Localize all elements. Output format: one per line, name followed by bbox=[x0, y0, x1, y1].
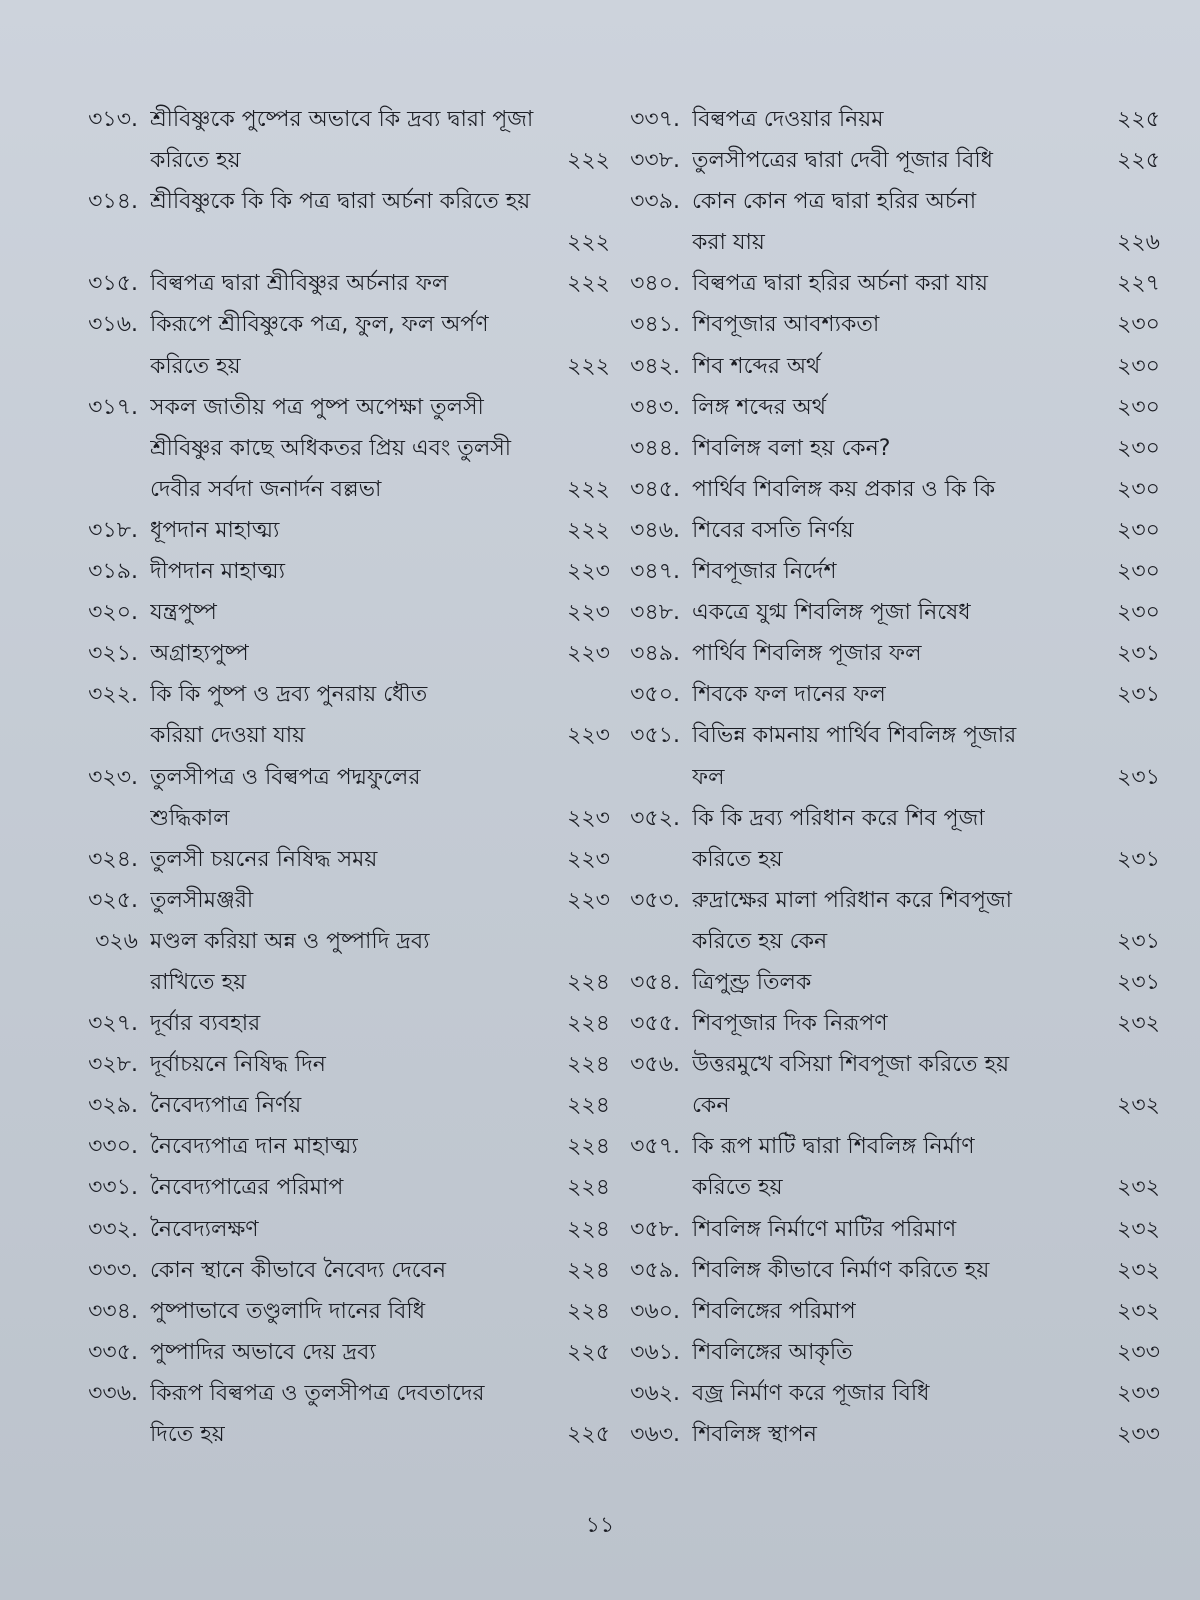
entry-page-number: ২২৪ bbox=[567, 1052, 610, 1078]
entry-title: দিতে হয় bbox=[150, 1422, 225, 1447]
entry-number: ৩২৭. bbox=[88, 1011, 138, 1037]
toc-entry bbox=[70, 184, 610, 266]
toc-entry bbox=[70, 1376, 610, 1458]
toc-entry-line bbox=[612, 1376, 1160, 1417]
toc-entry-line bbox=[70, 595, 610, 636]
entry-page-number: ২২২ bbox=[567, 353, 610, 379]
toc-entry bbox=[70, 307, 610, 389]
toc-entry bbox=[612, 184, 1160, 266]
entry-page-number: ২২৩ bbox=[567, 641, 610, 667]
toc-entry bbox=[612, 1253, 1160, 1294]
entry-number: ৩৫১. bbox=[630, 723, 680, 749]
toc-entry bbox=[70, 636, 610, 677]
entry-number: ৩৫৪. bbox=[630, 969, 680, 995]
entry-page-number: ২৩২ bbox=[1117, 1216, 1160, 1242]
toc-entry-line bbox=[612, 1170, 1160, 1211]
entry-number: ৩৪৭. bbox=[630, 559, 680, 585]
toc-entry bbox=[70, 390, 610, 513]
entry-title: পুষ্পাদির অভাবে দেয় দ্রব্য bbox=[150, 1339, 376, 1365]
entry-title: বিল্বপত্র দ্বারা শ্রীবিষ্ণুর অর্চনার ফল bbox=[150, 271, 449, 297]
entry-page-number: ২২২ bbox=[567, 517, 610, 543]
entry-title: শিবলিঙ্গ নির্মাণে মাটির পরিমাণ bbox=[692, 1216, 957, 1242]
entry-number: ৩৫০. bbox=[630, 682, 680, 708]
entry-title: শিবের বসতি নির্ণয় bbox=[692, 517, 854, 543]
entry-number: ৩১৮. bbox=[88, 517, 138, 543]
entry-title: কোন স্থানে কীভাবে নৈবেদ্য দেবেন bbox=[150, 1257, 447, 1283]
entry-title: কিরূপে শ্রীবিষ্ণুকে পত্র, ফুল, ফল অর্পণ bbox=[150, 312, 489, 338]
entry-page-number: ২২৪ bbox=[567, 969, 610, 995]
toc-entry-line bbox=[612, 1253, 1160, 1294]
toc-entry-line bbox=[612, 472, 1160, 513]
toc-entry-line bbox=[70, 718, 610, 759]
entry-title: শিবলিঙ্গ স্থাপন bbox=[692, 1422, 817, 1447]
entry-number: ৩৫৯. bbox=[630, 1257, 680, 1283]
entry-title: শ্রীবিষ্ণুকে পুষ্পের অভাবে কি দ্রব্য দ্বারা পূজা bbox=[150, 107, 534, 132]
entry-title: পুষ্পাভাবে তণ্ডুলাদি দানের বিধি bbox=[150, 1298, 426, 1324]
entry-title: নৈবেদ্যপাত্র দান মাহাত্ম্য bbox=[150, 1134, 358, 1160]
entry-title: দূর্বার ব্যবহার bbox=[150, 1011, 261, 1037]
entry-number: ৩৪৮. bbox=[630, 600, 680, 626]
toc-entry bbox=[70, 1294, 610, 1335]
entry-number: ৩১৩. bbox=[88, 107, 138, 132]
toc-entry-line bbox=[612, 1417, 1160, 1458]
toc-entry bbox=[612, 390, 1160, 431]
entry-title: বজ্র নির্মাণ করে পূজার বিধি bbox=[692, 1380, 930, 1406]
entry-title: কি কি দ্রব্য পরিধান করে শিব পূজা bbox=[692, 805, 985, 831]
entry-page-number: ২২৫ bbox=[567, 1422, 610, 1447]
toc-entry-line bbox=[70, 266, 610, 307]
toc-entry-line bbox=[70, 1335, 610, 1376]
toc-entry-line bbox=[612, 1294, 1160, 1335]
toc-entry bbox=[612, 349, 1160, 390]
toc-entry bbox=[70, 1335, 610, 1376]
toc-entry-line bbox=[612, 965, 1160, 1006]
toc-entry-line bbox=[612, 1335, 1160, 1376]
entry-page-number: ২২৩ bbox=[567, 846, 610, 872]
entry-page-number: ২২৪ bbox=[567, 1175, 610, 1201]
entry-number: ৩২২. bbox=[88, 682, 138, 708]
entry-page-number: ২২৪ bbox=[567, 1298, 610, 1324]
toc-entry-line bbox=[70, 184, 610, 225]
entry-title: দীপদান মাহাত্ম্য bbox=[150, 559, 285, 585]
toc-entry-line bbox=[612, 636, 1160, 677]
entry-page-number: ২২৩ bbox=[567, 887, 610, 913]
entry-title: কোন কোন পত্র দ্বারা হরির অর্চনা bbox=[692, 189, 977, 215]
entry-title: ধূপদান মাহাত্ম্য bbox=[150, 517, 280, 543]
toc-entry-line bbox=[612, 801, 1160, 842]
toc-entry-line bbox=[70, 225, 610, 266]
toc-entry-line bbox=[612, 143, 1160, 184]
toc-entry bbox=[612, 143, 1160, 184]
toc-entry-line bbox=[612, 102, 1160, 143]
toc-entry bbox=[612, 883, 1160, 965]
toc-entry-line bbox=[70, 677, 610, 718]
toc-entry-line bbox=[70, 1417, 610, 1458]
entry-page-number: ২২৫ bbox=[567, 1339, 610, 1365]
entry-title: কেন bbox=[692, 1093, 730, 1119]
toc-entry bbox=[70, 554, 610, 595]
entry-title: শিবলিঙ্গ বলা হয় কেন? bbox=[692, 435, 891, 461]
entry-page-number: ২২৫ bbox=[1117, 107, 1160, 132]
toc-entry-line bbox=[70, 1129, 610, 1170]
toc-entry-line bbox=[70, 1047, 610, 1088]
entry-title: কি রূপ মাটি দ্বারা শিবলিঙ্গ নির্মাণ bbox=[692, 1134, 975, 1160]
toc-entry-line bbox=[612, 1212, 1160, 1253]
toc-entry-line bbox=[70, 924, 610, 965]
entry-page-number: ২২৪ bbox=[567, 1093, 610, 1119]
entry-page-number: ২২৫ bbox=[1117, 148, 1160, 174]
entry-number: ৩১৯. bbox=[88, 559, 138, 585]
entry-page-number: ২২৩ bbox=[567, 559, 610, 585]
toc-entry bbox=[70, 1047, 610, 1088]
toc-entry-line bbox=[70, 349, 610, 390]
entry-title: যন্ত্রপুষ্প bbox=[150, 600, 217, 626]
entry-title: ত্রিপুণ্ড্র তিলক bbox=[692, 969, 812, 995]
entry-title: কি কি পুষ্প ও দ্রব্য পুনরায় ধৌত bbox=[150, 682, 428, 708]
entry-number: ৩২১. bbox=[88, 641, 138, 667]
entry-page-number: ২২৪ bbox=[567, 1134, 610, 1160]
entry-title: তুলসী চয়নের নিষিদ্ধ সময় bbox=[150, 846, 378, 872]
entry-number: ৩৩৭. bbox=[630, 107, 680, 132]
toc-entry bbox=[612, 472, 1160, 513]
entry-page-number: ২২৭ bbox=[1117, 271, 1160, 297]
toc-entry bbox=[70, 677, 610, 759]
toc-entry-line bbox=[70, 760, 610, 801]
entry-number: ৩৫৮. bbox=[630, 1216, 680, 1242]
entry-page-number: ২৩২ bbox=[1117, 1298, 1160, 1324]
toc-entry bbox=[612, 718, 1160, 800]
entry-page-number: ২২৪ bbox=[567, 1216, 610, 1242]
toc-entry bbox=[612, 1417, 1160, 1458]
entry-title: পার্থিব শিবলিঙ্গ পূজার ফল bbox=[692, 641, 922, 667]
toc-entry-line bbox=[612, 349, 1160, 390]
toc-entry bbox=[70, 924, 610, 1006]
toc-entry bbox=[612, 431, 1160, 472]
entry-number: ৩৩৩. bbox=[88, 1257, 138, 1283]
toc-entry bbox=[70, 1088, 610, 1129]
toc-entry-line bbox=[70, 1088, 610, 1129]
entry-number: ৩২৬ bbox=[95, 928, 138, 954]
entry-page-number: ২২২ bbox=[567, 230, 610, 256]
entry-page-number: ২৩১ bbox=[1117, 928, 1160, 954]
entry-title: সকল জাতীয় পত্র পুষ্প অপেক্ষা তুলসী bbox=[150, 394, 484, 420]
toc-entry bbox=[70, 1253, 610, 1294]
toc-entry bbox=[612, 1047, 1160, 1129]
entry-page-number: ২২৩ bbox=[567, 805, 610, 831]
entry-title: করিতে হয় bbox=[692, 846, 783, 872]
entry-number: ৩২০. bbox=[88, 600, 138, 626]
entry-title: অগ্রাহ্যপুষ্প bbox=[150, 641, 249, 667]
entry-title: পার্থিব শিবলিঙ্গ কয় প্রকার ও কি কি bbox=[692, 476, 996, 502]
entry-page-number: ২৩৩ bbox=[1117, 1422, 1160, 1447]
entry-title: বিল্বপত্র দেওয়ার নিয়ম bbox=[692, 107, 884, 132]
entry-page-number: ২৩০ bbox=[1117, 435, 1160, 461]
entry-title: করা যায় bbox=[692, 230, 765, 256]
toc-entry-line bbox=[70, 1294, 610, 1335]
toc-entry bbox=[612, 1006, 1160, 1047]
toc-entry-line bbox=[612, 307, 1160, 348]
entry-title: শিবপূজার দিক নিরূপণ bbox=[692, 1011, 888, 1037]
entry-page-number: ২৩৩ bbox=[1117, 1380, 1160, 1406]
entry-page-number: ২৩০ bbox=[1117, 600, 1160, 626]
toc-entry bbox=[70, 1006, 610, 1047]
entry-number: ৩৫২. bbox=[630, 805, 680, 831]
entry-number: ৩৫৫. bbox=[630, 1011, 680, 1037]
entry-page-number: ২৩১ bbox=[1117, 641, 1160, 667]
entry-number: ৩৪১. bbox=[630, 312, 680, 338]
entry-number: ৩৩২. bbox=[88, 1216, 138, 1242]
entry-number: ৩৪৪. bbox=[630, 435, 680, 461]
toc-entry-line bbox=[612, 1047, 1160, 1088]
entry-page-number: ২২৩ bbox=[567, 600, 610, 626]
toc-entry-line bbox=[612, 554, 1160, 595]
toc-entry bbox=[612, 677, 1160, 718]
entry-page-number: ২২২ bbox=[567, 271, 610, 297]
entry-page-number: ২৩০ bbox=[1117, 559, 1160, 585]
toc-entry bbox=[70, 842, 610, 883]
entry-number: ৩৫৭. bbox=[630, 1134, 680, 1160]
entry-title: বিল্বপত্র দ্বারা হরির অর্চনা করা যায় bbox=[692, 271, 989, 297]
toc-entry-line bbox=[70, 883, 610, 924]
entry-page-number: ২৩০ bbox=[1117, 476, 1160, 502]
entry-page-number: ২৩০ bbox=[1117, 353, 1160, 379]
entry-number: ৩২৫. bbox=[88, 887, 138, 913]
entry-number: ৩৩১. bbox=[88, 1175, 138, 1201]
entry-title: উত্তরমুখে বসিয়া শিবপূজা করিতে হয় bbox=[692, 1052, 1010, 1078]
entry-number: ৩৩৫. bbox=[88, 1339, 138, 1365]
entry-number: ৩৬৩. bbox=[630, 1422, 680, 1447]
entry-page-number: ২২৪ bbox=[567, 1257, 610, 1283]
entry-title: শ্রীবিষ্ণুকে কি কি পত্র দ্বারা অর্চনা করিতে হয় bbox=[150, 189, 531, 215]
entry-number: ৩৪৩. bbox=[630, 394, 680, 420]
toc-entry-line bbox=[612, 924, 1160, 965]
toc-entry-line bbox=[70, 1212, 610, 1253]
entry-number: ৩৩৮. bbox=[630, 148, 680, 174]
toc-entry-line bbox=[612, 883, 1160, 924]
entry-title: নৈবেদ্যলক্ষণ bbox=[150, 1216, 259, 1242]
toc-entry bbox=[70, 102, 610, 184]
entry-page-number: ২৩০ bbox=[1117, 312, 1160, 338]
entry-title: করিতে হয় bbox=[692, 1175, 783, 1201]
toc-entry bbox=[70, 266, 610, 307]
toc-entry-line bbox=[70, 472, 610, 513]
entry-title: নৈবেদ্যপাত্রের পরিমাপ bbox=[150, 1175, 344, 1201]
toc-entry-line bbox=[70, 390, 610, 431]
entry-title: করিতে হয় bbox=[150, 148, 241, 174]
toc-entry bbox=[612, 554, 1160, 595]
entry-title: ফল bbox=[692, 764, 725, 790]
toc-entry bbox=[612, 513, 1160, 554]
entry-number: ৩১৪. bbox=[88, 189, 138, 215]
toc-column-right bbox=[612, 102, 1160, 1458]
entry-title: রুদ্রাক্ষের মালা পরিধান করে শিবপূজা bbox=[692, 887, 1013, 913]
entry-number: ৩৩৪. bbox=[88, 1298, 138, 1324]
entry-number: ৩২৮. bbox=[88, 1052, 138, 1078]
entry-title: তুলসীপত্রের দ্বারা দেবী পূজার বিধি bbox=[692, 148, 993, 174]
entry-number: ৩৫৬. bbox=[630, 1052, 680, 1078]
toc-entry-line bbox=[612, 677, 1160, 718]
entry-title: শিবলিঙ্গের পরিমাপ bbox=[692, 1298, 856, 1324]
toc-entry bbox=[612, 1212, 1160, 1253]
toc-entry-line bbox=[70, 554, 610, 595]
entry-title: তুলসীমঞ্জরী bbox=[150, 887, 254, 913]
entry-title: দূর্বাচয়নে নিষিদ্ধ দিন bbox=[150, 1052, 326, 1078]
entry-title: শিব শব্দের অর্থ bbox=[692, 353, 821, 379]
entry-title: করিয়া দেওয়া যায় bbox=[150, 723, 306, 749]
entry-page-number: ২৩০ bbox=[1117, 517, 1160, 543]
entry-title: শিবপূজার আবশ্যকতা bbox=[692, 312, 880, 338]
toc-entry bbox=[612, 801, 1160, 883]
toc-entry-line bbox=[612, 595, 1160, 636]
toc-entry bbox=[70, 1170, 610, 1211]
toc-entry-line bbox=[612, 1088, 1160, 1129]
toc-entry bbox=[612, 1294, 1160, 1335]
entry-number: ৩১৬. bbox=[88, 312, 138, 338]
toc-entry-line bbox=[70, 143, 610, 184]
entry-title: শিবলিঙ্গ কীভাবে নির্মাণ করিতে হয় bbox=[692, 1257, 990, 1283]
toc-entry bbox=[612, 307, 1160, 348]
toc-entry bbox=[70, 1212, 610, 1253]
entry-title: কিরূপ বিল্বপত্র ও তুলসীপত্র দেবতাদের bbox=[150, 1380, 485, 1406]
toc-entry-line bbox=[70, 842, 610, 883]
toc-entry bbox=[70, 760, 610, 842]
toc-entry-line bbox=[70, 1253, 610, 1294]
entry-number: ৩৬২. bbox=[630, 1380, 680, 1406]
entry-page-number: ২২২ bbox=[567, 148, 610, 174]
toc-entry bbox=[612, 1129, 1160, 1211]
toc-entry bbox=[70, 883, 610, 924]
entry-title: বিভিন্ন কামনায় পার্থিব শিবলিঙ্গ পূজার bbox=[692, 723, 1017, 749]
toc-entry-line bbox=[612, 760, 1160, 801]
toc-entry bbox=[612, 102, 1160, 143]
toc-entry bbox=[70, 1129, 610, 1170]
toc-entry bbox=[612, 636, 1160, 677]
entry-page-number: ২২৬ bbox=[1117, 230, 1160, 256]
toc-entry-line bbox=[612, 718, 1160, 759]
toc-entry-line bbox=[70, 1376, 610, 1417]
entry-title: লিঙ্গ শব্দের অর্থ bbox=[692, 394, 826, 420]
toc-entry-line bbox=[70, 102, 610, 143]
entry-number: ৩২৪. bbox=[88, 846, 138, 872]
toc-entry bbox=[612, 965, 1160, 1006]
entry-title: শ্রীবিষ্ণুর কাছে অধিকতর প্রিয় এবং তুলসী bbox=[150, 435, 512, 461]
page-number: ১১ bbox=[585, 1513, 615, 1538]
toc-entry-line bbox=[612, 184, 1160, 225]
toc-entry-line bbox=[612, 266, 1160, 307]
entry-number: ৩৪৯. bbox=[630, 641, 680, 667]
entry-number: ৩৪০. bbox=[630, 271, 680, 297]
toc-column-left bbox=[70, 102, 610, 1458]
toc-entry-line bbox=[70, 636, 610, 677]
entry-title: একত্রে যুগ্ম শিবলিঙ্গ পূজা নিষেধ bbox=[692, 600, 971, 626]
entry-page-number: ২৩২ bbox=[1117, 1093, 1160, 1119]
entry-number: ৩১৫. bbox=[88, 271, 138, 297]
entry-number: ৩৫৩. bbox=[630, 887, 680, 913]
toc-entry-line bbox=[70, 801, 610, 842]
toc-entry-line bbox=[612, 431, 1160, 472]
entry-number: ৩৩০. bbox=[88, 1134, 138, 1160]
entry-page-number: ২৩৩ bbox=[1117, 1339, 1160, 1365]
entry-number: ৩৩৬. bbox=[88, 1380, 138, 1406]
toc-entry-line bbox=[70, 431, 610, 472]
entry-number: ৩২৯. bbox=[88, 1093, 138, 1119]
entry-title: শিবপূজার নির্দেশ bbox=[692, 559, 837, 585]
entry-number: ৩৪৫. bbox=[630, 476, 680, 502]
entry-number: ৩৬০. bbox=[630, 1298, 680, 1324]
entry-number: ৩৩৯. bbox=[630, 189, 680, 215]
entry-page-number: ২৩২ bbox=[1117, 1011, 1160, 1037]
entry-page-number: ২২৪ bbox=[567, 1011, 610, 1037]
entry-title: নৈবেদ্যপাত্র নির্ণয় bbox=[150, 1093, 302, 1119]
entry-number: ৩৬১. bbox=[630, 1339, 680, 1365]
toc-entry-line bbox=[612, 225, 1160, 266]
entry-title: করিতে হয় কেন bbox=[692, 928, 828, 954]
entry-title: শিবলিঙ্গের আকৃতি bbox=[692, 1339, 853, 1365]
entry-title: শিবকে ফল দানের ফল bbox=[692, 682, 886, 708]
entry-page-number: ২২৩ bbox=[567, 723, 610, 749]
entry-page-number: ২৩২ bbox=[1117, 1175, 1160, 1201]
toc-entry-line bbox=[70, 1006, 610, 1047]
entry-title: রাখিতে হয় bbox=[150, 969, 247, 995]
toc-entry-line bbox=[70, 1170, 610, 1211]
entry-title: করিতে হয় bbox=[150, 353, 241, 379]
toc-entry-line bbox=[70, 513, 610, 554]
toc-entry bbox=[612, 1335, 1160, 1376]
entry-title: তুলসীপত্র ও বিল্বপত্র পদ্মফুলের bbox=[150, 764, 421, 790]
entry-title: দেবীর সর্বদা জনার্দন বল্লভা bbox=[150, 476, 382, 502]
toc-entry bbox=[612, 1376, 1160, 1417]
toc-entry bbox=[612, 595, 1160, 636]
entry-number: ৩৪৬. bbox=[630, 517, 680, 543]
entry-title: শুদ্ধিকাল bbox=[150, 805, 230, 831]
entry-page-number: ২৩১ bbox=[1117, 764, 1160, 790]
toc-entry bbox=[70, 595, 610, 636]
toc-entry-line bbox=[612, 842, 1160, 883]
entry-number: ৩১৭. bbox=[88, 394, 138, 420]
entry-page-number: ২৩২ bbox=[1117, 1257, 1160, 1283]
toc-entry-line bbox=[612, 1129, 1160, 1170]
toc-entry bbox=[612, 266, 1160, 307]
entry-title: মণ্ডল করিয়া অন্ন ও পুষ্পাদি দ্রব্য bbox=[150, 928, 430, 954]
entry-number: ৩৪২. bbox=[630, 353, 680, 379]
toc-entry-line bbox=[612, 390, 1160, 431]
entry-page-number: ২২২ bbox=[567, 476, 610, 502]
toc-entry-line bbox=[612, 1006, 1160, 1047]
toc-entry-line bbox=[612, 513, 1160, 554]
entry-page-number: ২৩১ bbox=[1117, 846, 1160, 872]
toc-entry bbox=[70, 513, 610, 554]
entry-page-number: ২৩১ bbox=[1117, 682, 1160, 708]
entry-page-number: ২৩১ bbox=[1117, 969, 1160, 995]
entry-page-number: ২৩০ bbox=[1117, 394, 1160, 420]
toc-entry-line bbox=[70, 307, 610, 348]
toc-entry-line bbox=[70, 965, 610, 1006]
entry-number: ৩২৩. bbox=[88, 764, 138, 790]
